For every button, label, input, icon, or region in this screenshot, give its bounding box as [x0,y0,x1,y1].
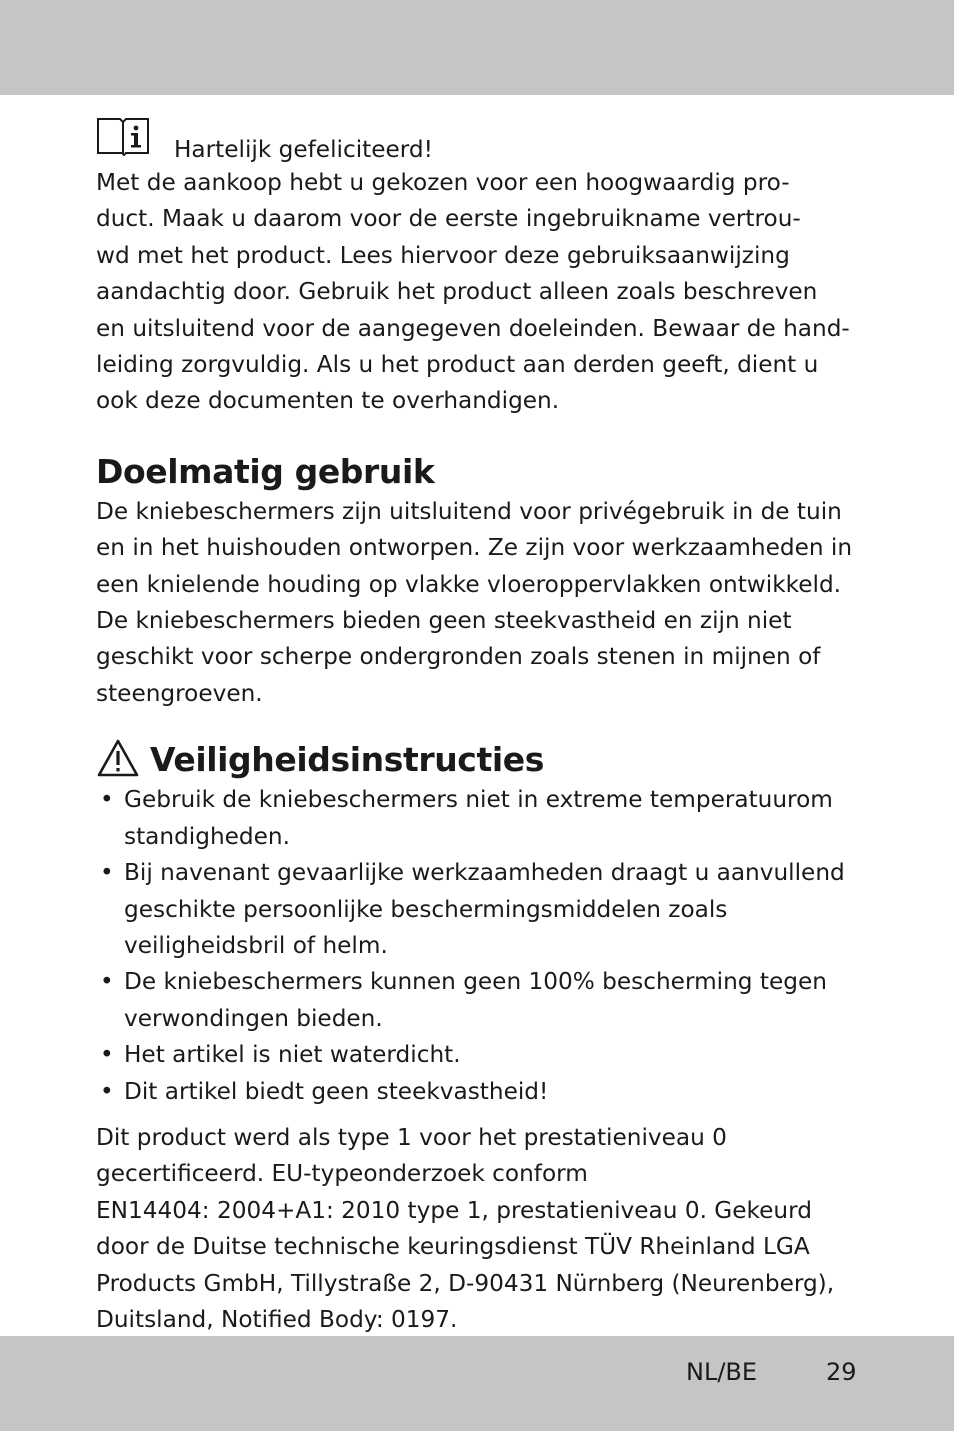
cert-line: EN14404: 2004+A1: 2010 type 1, prestatieniveau 0. Gekeurd [96,1196,812,1224]
list-item [96,855,866,964]
list-item [96,1074,866,1110]
certification-paragraph [96,1120,866,1338]
purpose-line: een knielende houding op vlakke vloeroppervlakken ontwikkeld. [96,570,842,598]
list-item-line: • Gebruik de kniebeschermers niet in extreme temperatuurom [124,786,833,814]
safety-list [96,782,866,1110]
intro-line: leiding zorgvuldig. Als u het product aan derden geeft, dient u [96,351,819,379]
intro-line: Met de aankoop hebt u gekozen voor een hoogwaardig pro- [96,169,790,196]
intro-line: ook deze documenten te overhandigen. [96,387,560,415]
list-item-line: • De kniebeschermers kunnen geen 100% bescherming tegen [124,968,827,996]
safety-heading [96,738,866,782]
intro-line: duct. Maak u daarom voor de eerste ingebruikname vertrou- [96,205,801,233]
list-item [96,964,866,1037]
footer-language: NL/BE [686,1358,758,1386]
purpose-line: steengroeven. [96,679,263,707]
bottom-bar [0,1336,954,1431]
warning-triangle-icon [96,738,140,778]
purpose-line: De kniebeschermers bieden geen steekvastheid en zijn niet [96,607,792,635]
list-item-line: geschikte persoonlijke beschermingsmiddelen zoals [124,895,728,923]
purpose-line: geschikt voor scherpe ondergronden zoals stenen in mijnen of [96,643,821,671]
cert-line: door de Duitse technische keuringsdienst TÜV Rheinland LGA [96,1233,810,1261]
purpose-paragraph [96,494,866,712]
purpose-line: De kniebeschermers zijn uitsluitend voor privégebruik in de tuin [96,497,842,525]
purpose-heading: Doelmatig gebruik [96,451,435,491]
page-number: 29 [826,1358,857,1386]
list-item [96,782,866,855]
list-item-line: • Dit artikel biedt geen steekvastheid! [124,1077,549,1105]
intro-line: en uitsluitend voor de aangegeven doeleinden. Bewaar de hand- [96,314,850,342]
cert-line: gecertificeerd. EU-typeonderzoek conform [96,1160,588,1188]
list-item [96,1037,866,1073]
intro-greeting: Hartelijk gefeliciteerd! [174,136,433,163]
intro-header [96,115,866,165]
list-item-line: standigheden. [124,822,290,850]
purpose-line: en in het huishouden ontworpen. Ze zijn voor werkzaamheden in [96,534,853,562]
list-item-line: • Het artikel is niet waterdicht. [124,1041,461,1069]
intro-line: wd met het product. Lees hiervoor deze gebruiksaanwijzing [96,241,790,269]
info-book-icon [96,115,150,157]
intro-paragraph [96,165,866,420]
list-item-line: • Bij navenant gevaarlijke werkzaamheden draagt u aanvullend [124,859,845,887]
safety-heading-text: Veiligheidsinstructies [150,740,544,780]
list-item-line: veiligheidsbril of helm. [124,931,388,959]
page-content [96,115,866,1338]
list-item-line: verwondingen bieden. [124,1004,383,1032]
cert-line: Dit product werd als type 1 voor het prestatieniveau 0 [96,1123,727,1151]
top-bar [0,0,954,95]
cert-line: Products GmbH, Tillystraße 2, D-90431 Nürnberg (Neurenberg), [96,1269,835,1297]
cert-line: Duitsland, Notified Body: 0197. [96,1305,458,1333]
intro-line: aandachtig door. Gebruik het product alleen zoals beschreven [96,278,818,306]
